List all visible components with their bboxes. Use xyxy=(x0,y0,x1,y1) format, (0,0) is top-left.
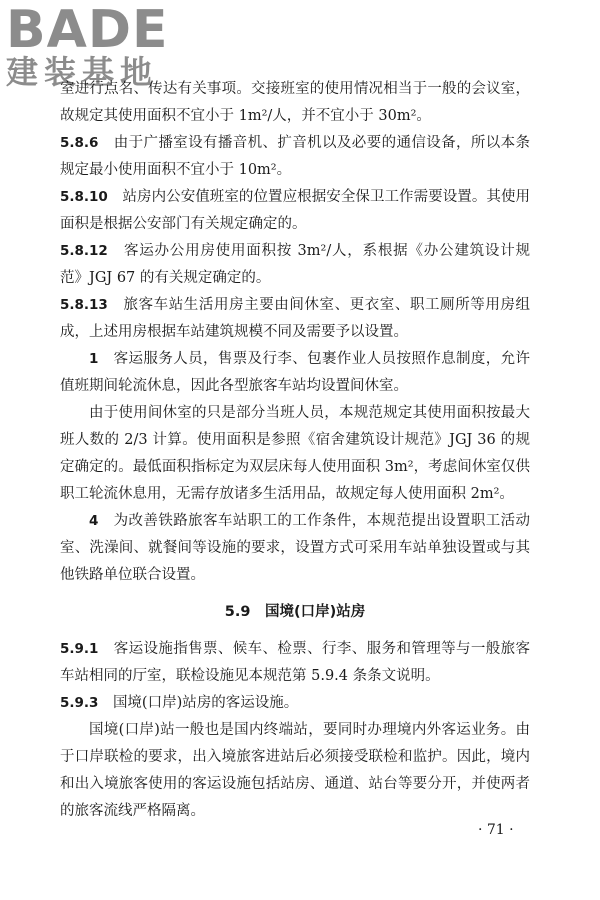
clause-5-8-13: 5.8.13 旅客车站生活用房主要由间休室、更衣室、职工厕所等用房组成，上述用房根据车站建筑规模不同及需要予以设置。 xyxy=(60,297,530,340)
logo-subtitle: 建装基地 xyxy=(6,53,159,91)
clause-5-8-10: 5.8.10 站房内公安值班室的位置应根据安全保卫工作需要设置。其使用面积是根据公安部门有关规定确定的。 xyxy=(60,189,531,232)
item-number: 1 xyxy=(89,351,99,367)
item-number: 4 xyxy=(89,513,99,529)
clause-number: 5.9.1 xyxy=(60,641,99,657)
item-4: 4 为改善铁路旅客车站职工的工作条件，本规范提出设置职工活动室、洗澡间、就餐间等设施的要求，设置方式可采用车站单独设置或与其他铁路单位联合设置。 xyxy=(60,513,530,583)
document-body xyxy=(60,76,530,825)
clause-5-9-3: 5.9.3 国境(口岸)站房的客运设施。 xyxy=(60,695,299,711)
item-1: 1 客运服务人员，售票及行李、包裹作业人员按照作息制度，允许值班期间轮流休息，因此各型旅客车站均设置间休室。 xyxy=(60,351,530,394)
clause-number: 5.8.6 xyxy=(60,135,99,151)
clause-5-9-1: 5.9.1 客运设施指售票、候车、检票、行李、服务和管理等与一般旅客车站相同的厅室，联检设施见本规范第 5.9.4 条条文说明。 xyxy=(60,641,531,684)
clause-number: 5.8.12 xyxy=(60,243,108,259)
clause-number: 5.8.10 xyxy=(60,189,108,205)
clause-5-8-6: 5.8.6 由于广播室设有播音机、扩音机以及必要的通信设备，所以本条规定最小使用面积不宜小于 10m²。 xyxy=(60,135,531,178)
clause-number: 5.8.13 xyxy=(60,297,108,313)
logo-brand: BADE xyxy=(6,0,169,60)
section-title: 5.9 国境(口岸)站房 xyxy=(224,604,366,620)
clause-5-8-12: 5.8.12 客运办公用房使用面积按 3m²/人，系根据《办公建筑设计规范》JGJ 67 的有关规定确定的。 xyxy=(60,243,531,286)
paragraph-border-station: 国境(口岸)站一般也是国内终端站，要同时办理境内外客运业务。由于口岸联检的要求，出入境旅客进站后必须接受联检和监护。因此，境内和出入境旅客使用的客运设施包括站房、通道、站台等要分开，并使两者的旅客流线严格隔离。 xyxy=(60,722,530,819)
clause-number: 5.9.3 xyxy=(60,695,99,711)
paragraph-continued: 室进行点名、传达有关事项。交接班室的使用情况相当于一般的会议室，故规定其使用面积不宜小于 1m²/人，并不宜小于 30m²。 xyxy=(60,81,530,124)
page-number: · 71 · xyxy=(478,822,514,838)
paragraph-lounge-area: 由于使用间休室的只是部分当班人员，本规范规定其使用面积按最大班人数的 2/3 计算。使用面积是参照《宿舍建筑设计规范》JGJ 36 的规定确定的。最低面积指标定为双层床每人使用面积 3m²，考虑间休室仅供职工轮流休息用，无需存放诸多生活用品，故规定每人使用面积 2m²。 xyxy=(60,405,530,502)
